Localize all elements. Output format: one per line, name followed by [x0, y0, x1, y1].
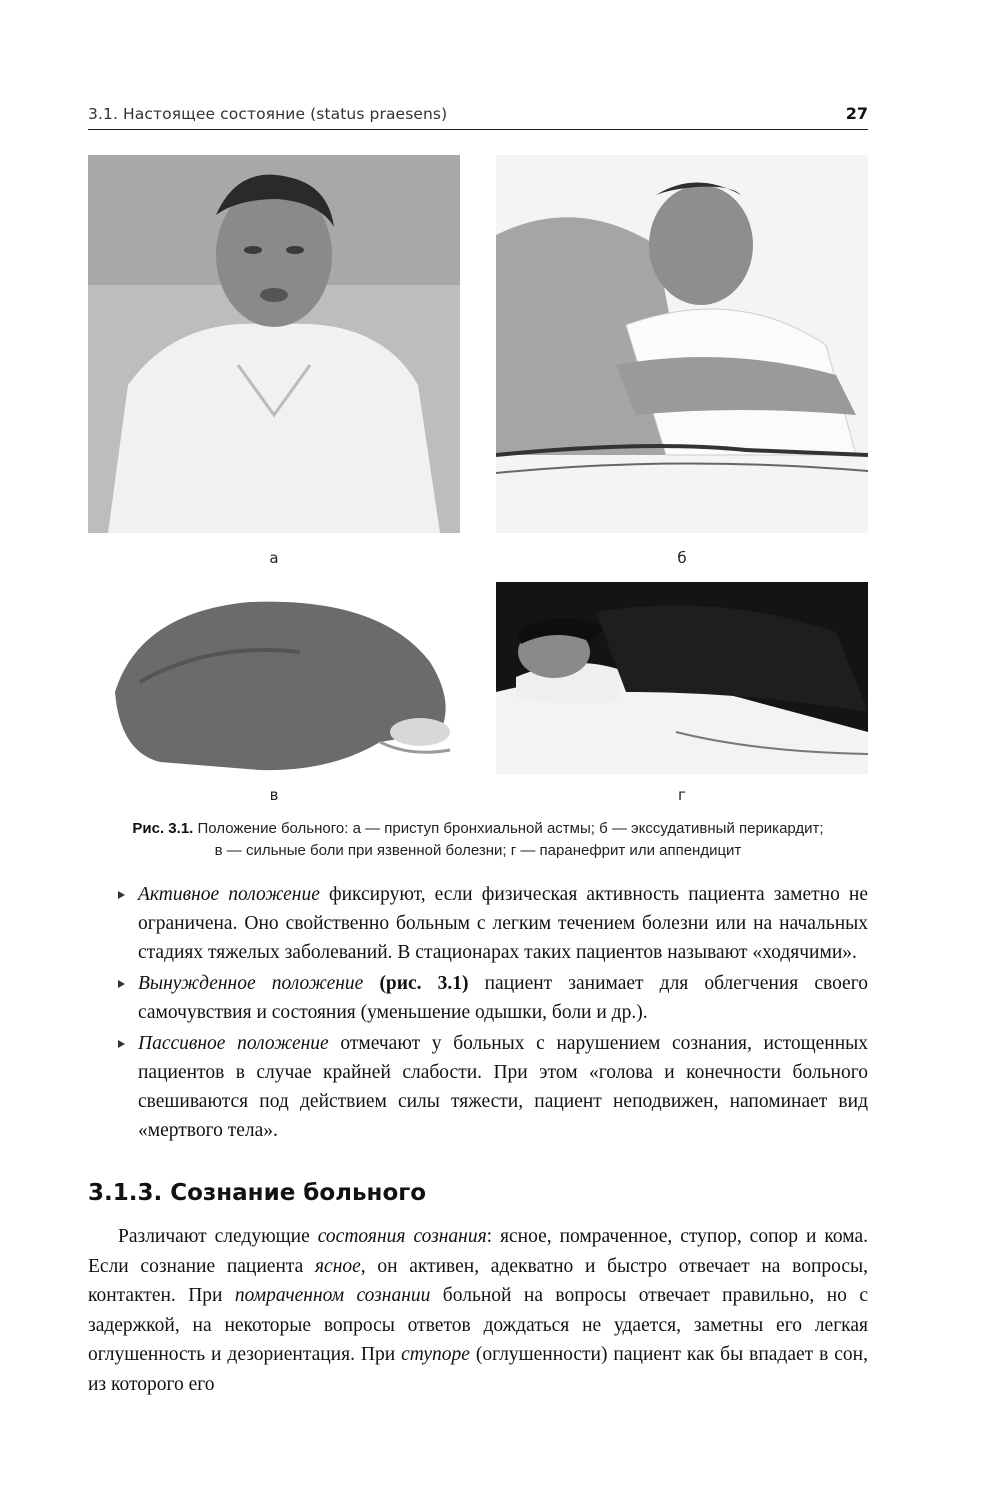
running-head: [88, 103, 868, 130]
list-item: [118, 1029, 868, 1145]
figure-caption: [88, 818, 868, 862]
bullet-text: пациент занимает для облегчения своего самочувствия и состояния (уменьшение одышки, боли и др.).: [138, 973, 868, 1023]
bullet-text: фиксируют, если физическая активность пациента заметно не ограничена. Оно свойственно больным с легким течением болезни или на начальных стадиях тяжелых заболеваний. В стационарах таких пациентов называют «ходячими».: [138, 884, 868, 963]
caption-line-1: [88, 818, 868, 840]
text-run: больной на вопросы отвечает правильно, но с задержкой, на некоторые вопросы ответов дождаться не удается, заметны его легкая оглушенность и дезориентация. При: [88, 1285, 868, 1365]
italic-term: ступоре: [401, 1344, 470, 1365]
caption-figure-ref: Рис. 3.1.: [132, 820, 194, 837]
figure-label-d: г: [678, 786, 686, 804]
bullet-term: Вынужденное положение: [138, 973, 364, 994]
section-heading: 3.1.3. Сознание больного: [88, 1180, 427, 1206]
figure-label-b: б: [677, 549, 687, 567]
bullet-text: отмечают у больных с нарушением сознания, истощенных пациентов в случае крайней слабости. При этом «голова и конечности больного свешиваются под действием силы тяжести, пациент неподвижен, напоминает вид «мертвого тела».: [138, 1033, 868, 1141]
running-head-title: 3.1. Настоящее состояние (status praesens): [88, 105, 448, 123]
caption-text-1: Положение больного: а — приступ бронхиальной астмы; б — экссудативный перикардит;: [197, 820, 824, 837]
bullet-triangle-icon: [118, 891, 125, 899]
body-paragraph: [88, 1222, 868, 1399]
figure-photo-c: [100, 582, 460, 774]
italic-term: ясное: [314, 1255, 361, 1277]
figure-photo-b: [496, 155, 868, 533]
text-run: , он активен, адекватно и быстро отвечает на вопросы, контактен. При: [88, 1255, 868, 1306]
list-item: [118, 969, 868, 1027]
page-number: 27: [845, 104, 868, 123]
caption-line-2: в — сильные боли при язвенной болезни; г — паранефрит или аппендицит: [214, 842, 742, 859]
text-run: : ясное, помраченное, ступор, сопор и кома. Если сознание пациента: [88, 1226, 869, 1277]
figure-photo-d: [496, 582, 868, 774]
text-run: Различают следующие: [118, 1226, 318, 1247]
bullet-triangle-icon: [118, 1040, 125, 1048]
bullet-list: [118, 880, 868, 1147]
bullet-term: Пассивное положение: [138, 1033, 329, 1054]
bullet-triangle-icon: [118, 980, 125, 988]
italic-term: состояния сознания: [317, 1226, 487, 1247]
bullet-term: Активное положение: [138, 884, 320, 905]
text-run: (оглушенности) пациент как бы впадает в сон, из которого его: [88, 1344, 868, 1395]
figure-photo-a: [88, 155, 460, 533]
figure-label-a: а: [269, 549, 279, 567]
bullet-ref: (рис. 3.1): [363, 973, 469, 994]
italic-term: помраченном сознании: [234, 1285, 431, 1306]
figure-label-c: в: [269, 786, 279, 804]
list-item: [118, 880, 868, 967]
